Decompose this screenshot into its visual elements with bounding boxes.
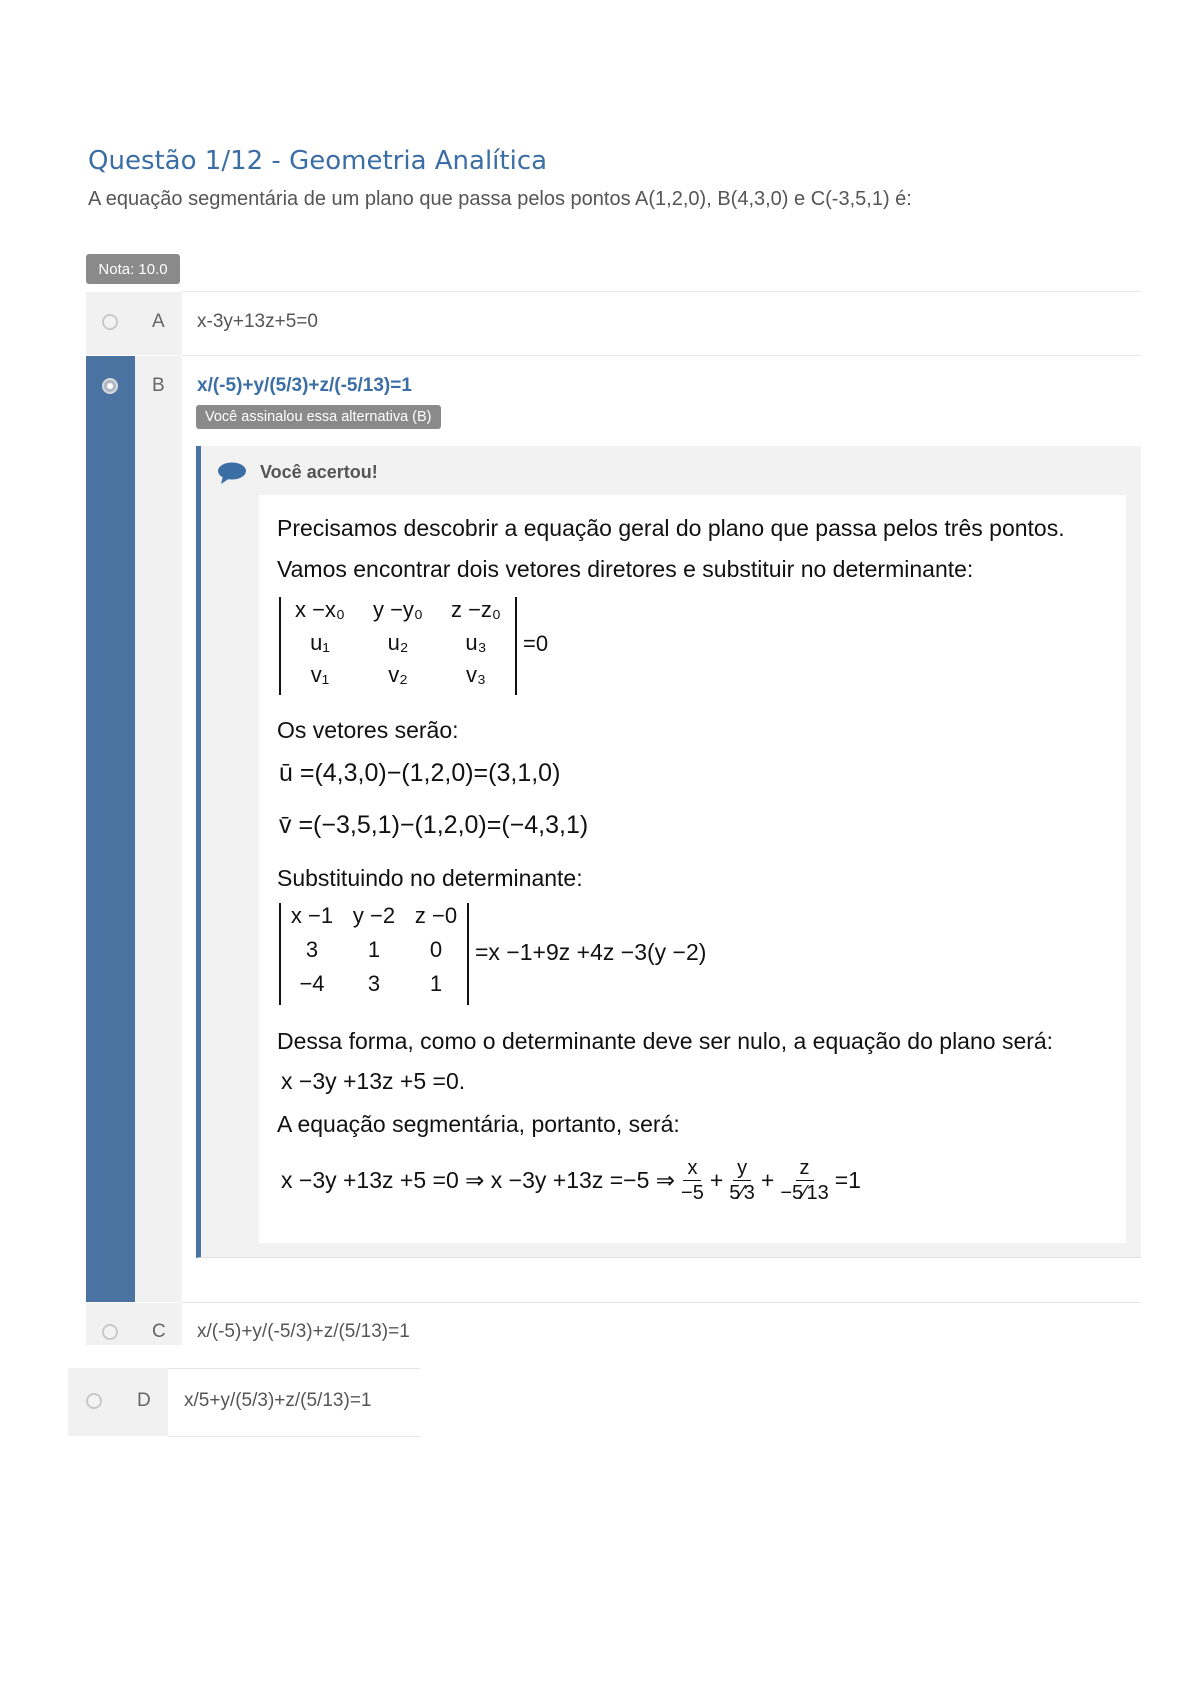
fraction-numerator: y bbox=[733, 1156, 751, 1181]
solution-paragraph: Dessa forma, como o determinante deve ser nulo, a equação do plano será: bbox=[277, 1028, 1054, 1054]
fraction-denominator: −5⁄13 bbox=[780, 1181, 829, 1204]
plus-sign: + bbox=[760, 1166, 775, 1193]
determinant-numeric bbox=[279, 903, 469, 1005]
option-a-text[interactable]: x-3y+13z+5=0 bbox=[197, 311, 318, 332]
matrix-cell: v₂ bbox=[388, 662, 408, 688]
segmentary-lhs: x −3y +13z +5 =0 ⇒ x −3y +13z =−5 ⇒ bbox=[281, 1166, 676, 1193]
matrix-cell: v₁ bbox=[310, 662, 330, 688]
plane-equation: x −3y +13z +5 =0. bbox=[281, 1068, 466, 1094]
selected-alternative-badge: Você assinalou essa alternativa (B) bbox=[196, 405, 441, 429]
speech-bubble-icon bbox=[217, 462, 247, 484]
matrix-cell: −4 bbox=[299, 971, 325, 996]
fraction-x bbox=[679, 1156, 706, 1205]
solution-box bbox=[259, 495, 1126, 1243]
divider bbox=[182, 355, 1141, 356]
divider bbox=[182, 291, 1141, 292]
divider bbox=[168, 1368, 420, 1369]
solution-paragraph: A equação segmentária, portanto, será: bbox=[277, 1111, 680, 1137]
divider bbox=[168, 1436, 420, 1437]
solution-paragraph: Vamos encontrar dois vetores diretores e substituir no determinante: bbox=[277, 556, 974, 582]
matrix-cell: 3 bbox=[367, 971, 381, 996]
solution-paragraph: Substituindo no determinante: bbox=[277, 865, 583, 891]
matrix-cell: 0 bbox=[429, 937, 443, 962]
score-badge: Nota: 10.0 bbox=[86, 254, 180, 284]
matrix-cell: u₁ bbox=[310, 629, 330, 655]
option-c-radio[interactable] bbox=[102, 1324, 118, 1340]
option-a-radio[interactable] bbox=[102, 314, 118, 330]
determinant-result: =0 bbox=[523, 631, 549, 656]
fraction-y bbox=[727, 1156, 757, 1205]
option-d-radio[interactable] bbox=[86, 1393, 102, 1409]
option-b-text[interactable]: x/(-5)+y/(5/3)+z/(-5/13)=1 bbox=[197, 375, 412, 396]
selected-option-bar bbox=[86, 356, 135, 1302]
matrix-cell: 1 bbox=[367, 937, 381, 962]
fraction-numerator: x bbox=[683, 1156, 701, 1181]
determinant-symbolic bbox=[279, 597, 517, 695]
plus-sign: + bbox=[709, 1166, 724, 1193]
matrix-cell: u₃ bbox=[465, 629, 487, 655]
matrix-cell: u₂ bbox=[387, 629, 409, 655]
option-b-radio[interactable] bbox=[102, 378, 118, 394]
equals-one: =1 bbox=[834, 1166, 861, 1193]
fraction-denominator: 5⁄3 bbox=[729, 1181, 755, 1204]
matrix-cell: x −x₀ bbox=[294, 597, 346, 622]
vector-u-equation: ū =(4,3,0)−(1,2,0)=(3,1,0) bbox=[279, 759, 561, 787]
option-a-gutter bbox=[86, 292, 182, 355]
determinant-expansion: =x −1+9z +4z −3(y −2) bbox=[475, 939, 707, 965]
option-c-gutter bbox=[86, 1303, 182, 1345]
solution-paragraph: Os vetores serão: bbox=[277, 717, 459, 743]
option-a-letter: A bbox=[152, 311, 165, 332]
feedback-title: Você acertou! bbox=[260, 462, 378, 482]
matrix-cell: x −1 bbox=[290, 903, 334, 928]
option-d-text[interactable]: x/5+y/(5/3)+z/(5/13)=1 bbox=[184, 1390, 372, 1411]
matrix-cell: 1 bbox=[429, 971, 443, 996]
solution-paragraph: Precisamos descobrir a equação geral do plano que passa pelos três pontos. bbox=[277, 515, 1065, 541]
matrix-cell: z −z₀ bbox=[450, 597, 502, 622]
question-title: Questão 1/12 - Geometria Analítica bbox=[88, 146, 548, 176]
matrix-cell: v₃ bbox=[466, 662, 486, 688]
fraction-z bbox=[778, 1156, 830, 1205]
matrix-cell: z −0 bbox=[414, 903, 458, 928]
fraction-numerator: z bbox=[796, 1156, 814, 1181]
divider bbox=[182, 1302, 1141, 1303]
option-d-gutter bbox=[68, 1368, 168, 1436]
option-b-gutter bbox=[135, 356, 182, 1302]
matrix-cell: y −2 bbox=[352, 903, 396, 928]
matrix-cell: y −y₀ bbox=[372, 597, 424, 622]
option-c-text[interactable]: x/(-5)+y/(-5/3)+z/(5/13)=1 bbox=[197, 1321, 410, 1342]
fraction-denominator: −5 bbox=[681, 1181, 704, 1204]
option-c-letter: C bbox=[152, 1321, 166, 1342]
matrix-cell: 3 bbox=[305, 937, 319, 962]
vector-v-equation: v̄ =(−3,5,1)−(1,2,0)=(−4,3,1) bbox=[279, 811, 589, 839]
option-b-letter: B bbox=[152, 375, 165, 396]
option-d-letter: D bbox=[137, 1390, 151, 1411]
question-text: A equação segmentária de um plano que passa pelos pontos A(1,2,0), B(4,3,0) e C(-3,5,1) é: bbox=[88, 188, 912, 210]
segmentary-equation bbox=[281, 1148, 861, 1212]
